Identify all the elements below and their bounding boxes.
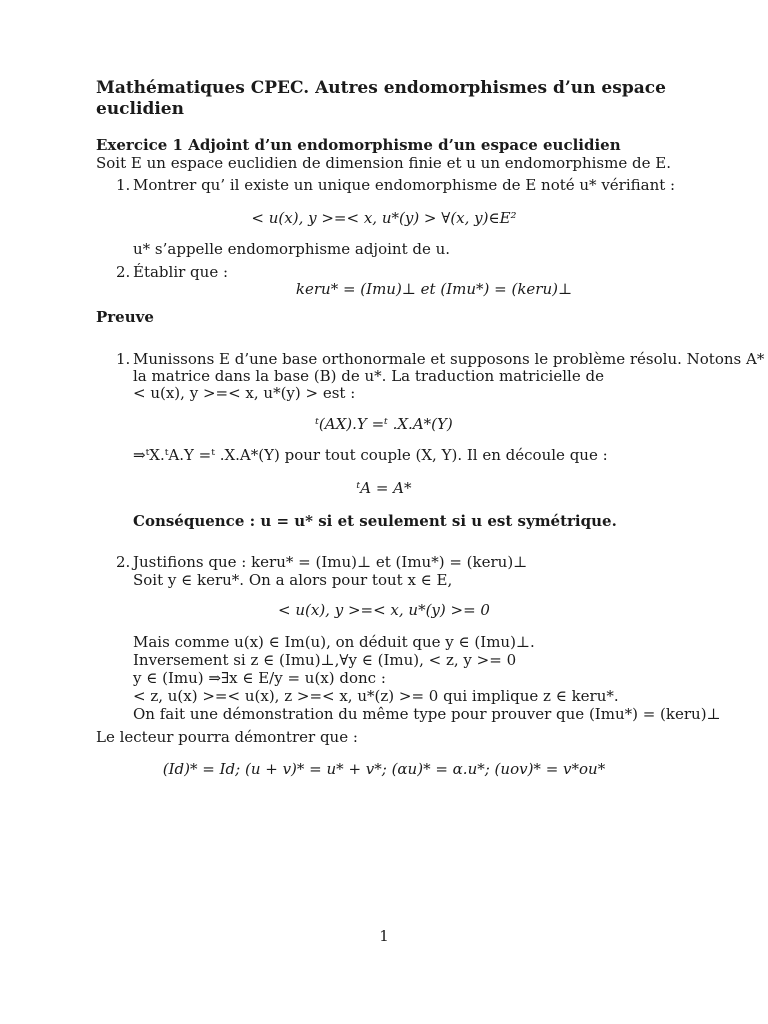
- equation-adjoint-properties: (Id)* = Id; (u + v)* = u* + v*; (αu)* = α.u*; (uov)* = v*ou*: [162, 760, 606, 778]
- proof-item2-line7: On fait une démonstration du même type pour prouver que (Imu*) = (keru)⊥: [133, 705, 721, 723]
- equation-matrix-translation: ᵗ(AX).Y =ᵗ .X.A*(Y): [315, 415, 453, 433]
- proof-item2-number: 2.: [116, 553, 131, 571]
- item2-number: 2.: [116, 263, 131, 281]
- proof-item1-line2: la matrice dans la base (B) de u*. La traduction matricielle de: [133, 367, 604, 385]
- exercise-intro: Soit E un espace euclidien de dimension finie et u un endomorphisme de E.: [96, 154, 671, 172]
- item1-number: 1.: [116, 176, 131, 194]
- page-number: 1: [379, 927, 389, 945]
- proof-item1-line1: Munissons E d’une base orthonormale et supposons le problème résolu. Notons A*: [133, 350, 765, 368]
- proof-item1-line3: < u(x), y >=< x, u*(y) > est :: [133, 384, 356, 402]
- exercise-heading: Exercice 1 Adjoint d’un endomorphisme d’un espace euclidien: [96, 136, 621, 154]
- equation-transpose: ᵗA = A*: [356, 479, 412, 497]
- proof-item2-line4: Inversement si z ∈ (Imu)⊥,∀y ∈ (Imu), < z, y >= 0: [133, 651, 517, 669]
- equation-zero-product: < u(x), y >=< x, u*(y) >= 0: [278, 601, 490, 619]
- proof-item1-number: 1.: [116, 350, 131, 368]
- consequence-statement: Conséquence : u = u* si et seulement si u est symétrique.: [133, 512, 617, 530]
- item2-text: Établir que :: [133, 263, 229, 281]
- item1-after: u* s’appelle endomorphisme adjoint de u.: [133, 240, 451, 258]
- document-title: Mathématiques CPEC. Autres endomorphismes d’un espace euclidien: [96, 78, 666, 119]
- proof-item2-line1: Justifions que : keru* = (Imu)⊥ et (Imu*) = (keru)⊥: [133, 553, 528, 571]
- reader-exercise: Le lecteur pourra démontrer que :: [96, 728, 358, 746]
- item1-text: Montrer qu’ il existe un unique endomorphisme de E noté u* vérifiant :: [133, 176, 676, 194]
- equation-adjoint-definition: < u(x), y >=< x, u*(y) > ∀(x, y)∈E²: [251, 209, 517, 227]
- proof-item2-line6: < z, u(x) >=< u(x), z >=< x, u*(z) >= 0 qui implique z ∈ keru*.: [133, 687, 619, 705]
- equation-kernel-image: keru* = (Imu)⊥ et (Imu*) = (keru)⊥: [295, 280, 573, 298]
- proof-item2-line3: Mais comme u(x) ∈ Im(u), on déduit que y ∈ (Imu)⊥.: [133, 633, 535, 651]
- proof-item2-line2: Soit y ∈ keru*. On a alors pour tout x ∈ E,: [133, 571, 453, 589]
- proof-heading: Preuve: [96, 308, 154, 326]
- proof-item2-line5: y ∈ (Imu) ⇒∃x ∈ E/y = u(x) donc :: [133, 669, 386, 687]
- proof-item1-line4: ⇒ᵗX.ᵗA.Y =ᵗ .X.A*(Y) pour tout couple (X, Y). Il en découle que :: [133, 446, 608, 464]
